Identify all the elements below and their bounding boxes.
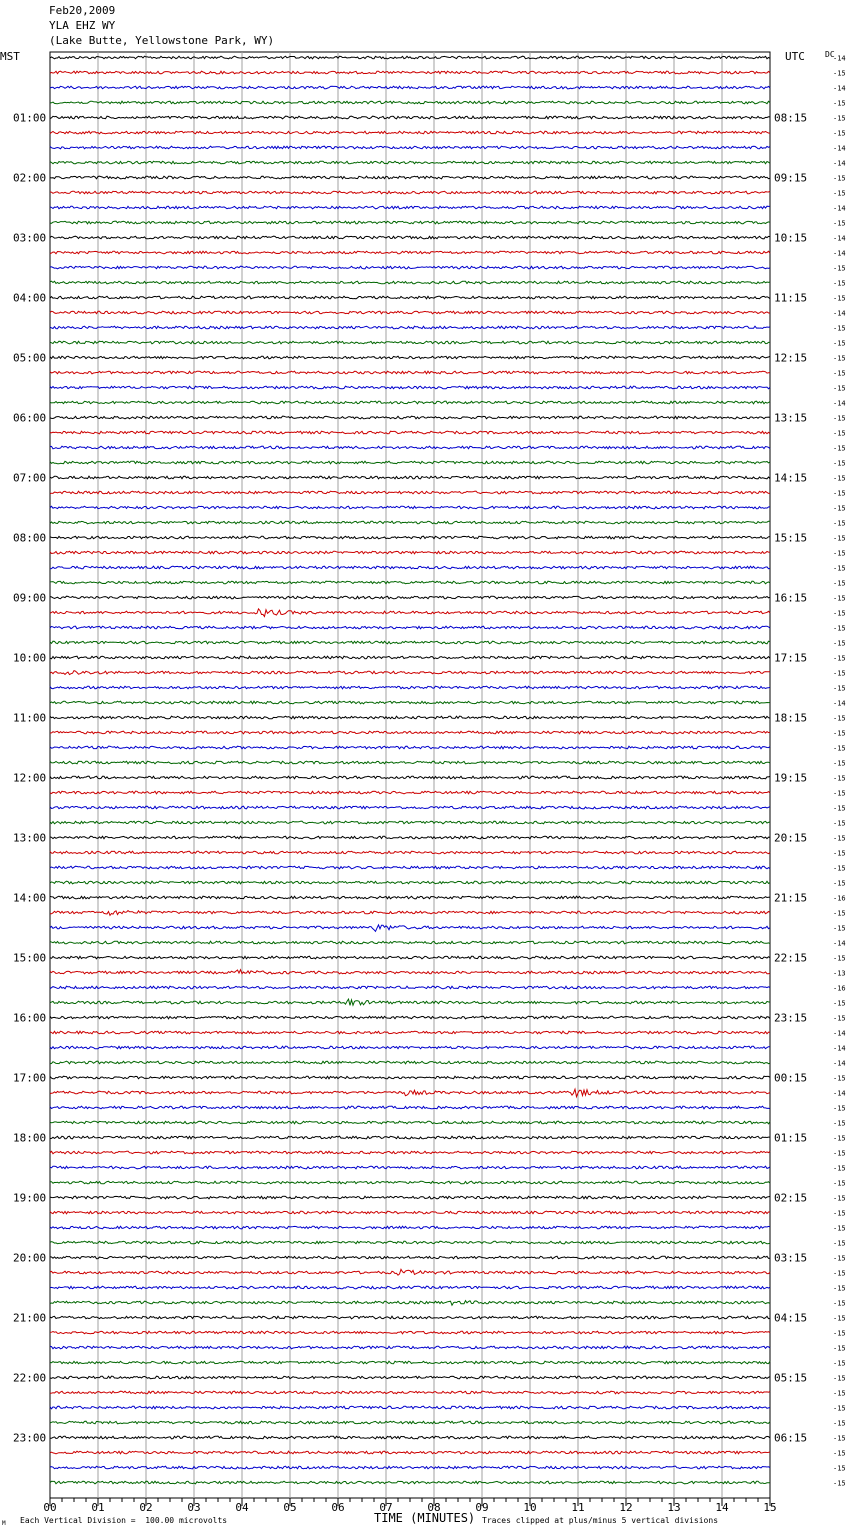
dc-offset-label: -14 — [833, 54, 846, 63]
mst-hour-label: 10:00 — [13, 651, 47, 665]
dc-offset-label: -15 — [833, 69, 846, 78]
x-tick-label: 13 — [667, 1501, 681, 1514]
dc-offset-label: -15 — [833, 849, 846, 858]
station-code: YLA EHZ WY — [49, 19, 116, 32]
trace-row-2 — [50, 86, 770, 89]
x-axis-title: TIME (MINUTES) — [374, 1511, 476, 1525]
trace-row-62 — [50, 986, 770, 989]
dc-offset-label: -14 — [833, 939, 846, 948]
mst-hour-label: 14:00 — [13, 891, 47, 905]
trace-row-95 — [50, 1481, 770, 1484]
utc-hour-label: 13:15 — [774, 411, 808, 425]
dc-offset-label: -15 — [833, 804, 846, 813]
trace-row-65 — [50, 1031, 770, 1034]
trace-row-36 — [50, 596, 770, 599]
left-timezone-label: MST — [0, 50, 20, 63]
trace-row-13 — [50, 251, 770, 254]
mst-hour-label: 23:00 — [13, 1431, 47, 1445]
dc-offset-label: -14 — [833, 1089, 846, 1098]
trace-row-68 — [50, 1076, 770, 1079]
dc-offset-label: -15 — [833, 1104, 846, 1113]
dc-offset-label: -15 — [833, 1014, 846, 1023]
mst-hour-label: 16:00 — [13, 1011, 47, 1025]
trace-row-29 — [50, 491, 770, 494]
utc-hour-label: 16:15 — [774, 591, 808, 605]
dc-offset-label: -15 — [833, 219, 846, 228]
dc-offset-label: -15 — [833, 1179, 846, 1188]
trace-row-51 — [50, 821, 770, 824]
trace-row-28 — [50, 476, 770, 479]
dc-offset-label: -15 — [833, 639, 846, 648]
trace-row-73 — [50, 1151, 770, 1154]
mst-hour-label: 03:00 — [13, 231, 47, 245]
trace-row-15 — [50, 281, 770, 284]
utc-hour-label: 11:15 — [774, 291, 808, 305]
trace-row-43 — [50, 701, 770, 704]
utc-hour-label: 22:15 — [774, 951, 808, 965]
dc-offset-label: -15 — [833, 654, 846, 663]
trace-row-22 — [50, 386, 770, 389]
trace-row-41 — [50, 671, 770, 675]
utc-hour-label: 01:15 — [774, 1131, 808, 1145]
dc-offset-label: -15 — [833, 1119, 846, 1128]
utc-hour-label: 15:15 — [774, 531, 808, 545]
dc-offset-label: -15 — [833, 999, 846, 1008]
dc-offset-label: -15 — [833, 99, 846, 108]
trace-row-37 — [50, 609, 770, 617]
dc-offset-label: -15 — [833, 519, 846, 528]
trace-row-24 — [50, 416, 770, 419]
mst-hour-label: 07:00 — [13, 471, 47, 485]
dc-offset-label: -15 — [833, 714, 846, 723]
trace-row-72 — [50, 1136, 770, 1139]
mst-hour-label: 09:00 — [13, 591, 47, 605]
dc-offset-label: -15 — [833, 1134, 846, 1143]
x-tick-label: 01 — [91, 1501, 105, 1514]
x-tick-label: 00 — [43, 1501, 57, 1514]
utc-hour-label: 20:15 — [774, 831, 808, 845]
utc-hour-label: 12:15 — [774, 351, 808, 365]
utc-hour-label: 19:15 — [774, 771, 808, 785]
trace-row-64 — [50, 1016, 770, 1019]
trace-row-27 — [50, 461, 770, 464]
trace-row-38 — [50, 626, 770, 629]
trace-row-42 — [50, 686, 770, 689]
trace-row-12 — [50, 236, 770, 239]
trace-row-88 — [50, 1376, 770, 1379]
dc-offset-label: -15 — [833, 1149, 846, 1158]
utc-hour-label: 02:15 — [774, 1191, 808, 1205]
trace-row-21 — [50, 371, 770, 374]
dc-offset-label: -15 — [833, 1164, 846, 1173]
trace-row-70 — [50, 1106, 770, 1109]
mst-hour-label: 06:00 — [13, 411, 47, 425]
trace-row-56 — [50, 896, 770, 899]
utc-hour-label: 21:15 — [774, 891, 808, 905]
x-tick-label: 02 — [139, 1501, 153, 1514]
trace-row-10 — [50, 206, 770, 209]
trace-row-39 — [50, 641, 770, 644]
trace-row-67 — [50, 1061, 770, 1064]
mst-hour-label: 15:00 — [13, 951, 47, 965]
trace-row-46 — [50, 746, 770, 749]
trace-row-23 — [50, 401, 770, 404]
trace-row-34 — [50, 566, 770, 569]
x-tick-label: 12 — [619, 1501, 633, 1514]
utc-hour-label: 23:15 — [774, 1011, 808, 1025]
trace-row-77 — [50, 1211, 770, 1214]
plot-date: Feb20,2009 — [49, 4, 116, 17]
utc-hour-label: 00:15 — [774, 1071, 808, 1085]
trace-row-85 — [50, 1331, 770, 1334]
mst-hour-label: 20:00 — [13, 1251, 47, 1265]
dc-offset-label: -15 — [833, 729, 846, 738]
dc-offset-label: -14 — [833, 309, 846, 318]
trace-row-91 — [50, 1421, 770, 1424]
dc-offset-label: -15 — [833, 129, 846, 138]
station-location: (Lake Butte, Yellowstone Park, WY) — [49, 34, 275, 47]
dc-offset-label: -15 — [833, 474, 846, 483]
dc-offset-label: -15 — [833, 414, 846, 423]
trace-row-60 — [50, 956, 770, 959]
trace-row-53 — [50, 851, 770, 854]
mst-hour-label: 17:00 — [13, 1071, 47, 1085]
dc-offset-label: -15 — [833, 879, 846, 888]
dc-offset-label: -15 — [833, 549, 846, 558]
mst-hour-label: 08:00 — [13, 531, 47, 545]
utc-hour-label: 10:15 — [774, 231, 808, 245]
dc-offset-label: -15 — [833, 1479, 846, 1488]
dc-offset-label: -16 — [833, 984, 846, 993]
trace-row-32 — [50, 536, 770, 539]
trace-row-94 — [50, 1466, 770, 1469]
trace-row-78 — [50, 1226, 770, 1229]
x-tick-label: 07 — [379, 1501, 393, 1514]
trace-row-50 — [50, 806, 770, 809]
x-tick-label: 08 — [427, 1501, 441, 1514]
trace-row-20 — [50, 356, 770, 359]
mst-hour-label: 04:00 — [13, 291, 47, 305]
trace-row-63 — [50, 999, 770, 1005]
utc-hour-label: 14:15 — [774, 471, 808, 485]
dc-offset-label: -15 — [833, 1254, 846, 1263]
mst-hour-label: 11:00 — [13, 711, 47, 725]
dc-offset-label: -14 — [833, 249, 846, 258]
trace-row-83 — [50, 1301, 770, 1306]
dc-offset-label: -15 — [833, 834, 846, 843]
dc-offset-label: -15 — [833, 294, 846, 303]
mst-hour-label: 19:00 — [13, 1191, 47, 1205]
dc-offset-label: -15 — [833, 1314, 846, 1323]
trace-row-25 — [50, 431, 770, 434]
dc-offset-label: -15 — [833, 384, 846, 393]
mst-hour-label: 05:00 — [13, 351, 47, 365]
dc-offset-label: -14 — [833, 399, 846, 408]
dc-offset-label: -15 — [833, 684, 846, 693]
dc-offset-label: -15 — [833, 1389, 846, 1398]
mst-hour-label: 12:00 — [13, 771, 47, 785]
corner-mark: M — [2, 1520, 6, 1527]
trace-row-4 — [50, 116, 770, 119]
dc-offset-label: -15 — [833, 534, 846, 543]
dc-offset-label: -15 — [833, 369, 846, 378]
x-tick-label: 05 — [283, 1501, 297, 1514]
utc-hour-label: 04:15 — [774, 1311, 808, 1325]
dc-offset-label: -15 — [833, 759, 846, 768]
trace-row-31 — [50, 521, 770, 524]
trace-row-3 — [50, 101, 770, 104]
dc-offset-label: -14 — [833, 204, 846, 213]
mst-hour-label: 21:00 — [13, 1311, 47, 1325]
x-tick-label: 04 — [235, 1501, 249, 1514]
dc-offset-label: -15 — [833, 774, 846, 783]
dc-offset-label: -15 — [833, 279, 846, 288]
trace-row-76 — [50, 1196, 770, 1199]
dc-offset-label: -15 — [833, 1434, 846, 1443]
dc-offset-label: -14 — [833, 84, 846, 93]
trace-row-19 — [50, 341, 770, 344]
trace-row-14 — [50, 266, 770, 269]
dc-offset-label: -15 — [833, 429, 846, 438]
dc-offset-label: -15 — [833, 744, 846, 753]
dc-offset-label: -15 — [833, 1329, 846, 1338]
trace-row-87 — [50, 1361, 770, 1364]
dc-offset-label: -15 — [833, 924, 846, 933]
trace-row-66 — [50, 1046, 770, 1049]
mst-hour-label: 22:00 — [13, 1371, 47, 1385]
trace-row-6 — [50, 146, 770, 149]
trace-row-45 — [50, 731, 770, 734]
dc-offset-label: -15 — [833, 864, 846, 873]
dc-offset-label: -15 — [833, 564, 846, 573]
trace-row-8 — [50, 176, 770, 179]
trace-row-79 — [50, 1241, 770, 1244]
dc-offset-label: -15 — [833, 264, 846, 273]
dc-offset-label: -15 — [833, 1209, 846, 1218]
dc-offset-label: -15 — [833, 1464, 846, 1473]
x-tick-label: 10 — [523, 1501, 537, 1514]
plot-frame — [50, 52, 770, 1498]
trace-row-49 — [50, 791, 770, 794]
dc-offset-label: -15 — [833, 624, 846, 633]
dc-offset-label: -15 — [833, 594, 846, 603]
trace-row-44 — [50, 716, 770, 719]
dc-offset-label: -15 — [833, 1419, 846, 1428]
dc-offset-label: -14 — [833, 699, 846, 708]
mst-hour-label: 13:00 — [13, 831, 47, 845]
trace-row-71 — [50, 1121, 770, 1124]
dc-offset-label: -15 — [833, 1299, 846, 1308]
dc-offset-label: -15 — [833, 114, 846, 123]
dc-offset-label: -15 — [833, 819, 846, 828]
utc-hour-label: 09:15 — [774, 171, 808, 185]
dc-offset-label: -15 — [833, 1344, 846, 1353]
trace-row-48 — [50, 776, 770, 779]
trace-row-61 — [50, 970, 770, 974]
dc-offset-label: -15 — [833, 954, 846, 963]
dc-offset-label: -15 — [833, 1239, 846, 1248]
trace-row-16 — [50, 296, 770, 299]
dc-offset-label: -15 — [833, 579, 846, 588]
trace-row-40 — [50, 656, 770, 659]
dc-offset-label: -15 — [833, 339, 846, 348]
trace-row-86 — [50, 1346, 770, 1349]
trace-row-30 — [50, 506, 770, 509]
clipping-note: Traces clipped at plus/minus 5 vertical divisions — [482, 1516, 719, 1525]
trace-row-58 — [50, 925, 770, 932]
trace-row-55 — [50, 881, 770, 884]
dc-offset-label: -15 — [833, 489, 846, 498]
mst-hour-label: 02:00 — [13, 171, 47, 185]
mst-hour-label: 18:00 — [13, 1131, 47, 1145]
x-tick-label: 03 — [187, 1501, 201, 1514]
trace-row-74 — [50, 1166, 770, 1169]
trace-row-75 — [50, 1181, 770, 1184]
dc-offset-label: -15 — [833, 1224, 846, 1233]
dc-offset-label: -15 — [833, 444, 846, 453]
vertical-division-note: Each Vertical Division = 100.00 microvolts — [20, 1516, 228, 1525]
trace-row-80 — [50, 1256, 770, 1259]
trace-row-57 — [50, 911, 770, 916]
trace-row-18 — [50, 326, 770, 329]
dc-offset-label: -14 — [833, 234, 846, 243]
dc-offset-label: -15 — [833, 609, 846, 618]
x-tick-label: 15 — [763, 1501, 777, 1514]
trace-row-0 — [50, 56, 770, 59]
trace-row-1 — [50, 71, 770, 74]
dc-offset-label: -15 — [833, 1284, 846, 1293]
trace-row-84 — [50, 1316, 770, 1319]
dc-offset-label: -15 — [833, 669, 846, 678]
right-timezone-label: UTC — [785, 50, 805, 63]
dc-offset-label: -15 — [833, 1074, 846, 1083]
dc-offset-label: -15 — [833, 189, 846, 198]
dc-offset-label: -14 — [833, 159, 846, 168]
trace-row-33 — [50, 551, 770, 554]
dc-offset-label: -15 — [833, 1194, 846, 1203]
utc-hour-label: 06:15 — [774, 1431, 808, 1445]
trace-row-92 — [50, 1436, 770, 1439]
trace-row-59 — [50, 941, 770, 944]
dc-offset-label: -15 — [833, 1449, 846, 1458]
dc-offset-header: DC — [825, 50, 835, 59]
trace-row-93 — [50, 1451, 770, 1454]
trace-row-5 — [50, 131, 770, 134]
trace-row-35 — [50, 581, 770, 584]
dc-offset-label: -15 — [833, 1269, 846, 1278]
dc-offset-label: -15 — [833, 1404, 846, 1413]
x-tick-label: 14 — [715, 1501, 729, 1514]
dc-offset-label: -15 — [833, 504, 846, 513]
dc-offset-label: -15 — [833, 789, 846, 798]
utc-hour-label: 17:15 — [774, 651, 808, 665]
dc-offset-label: -13 — [833, 969, 846, 978]
dc-offset-label: -15 — [833, 324, 846, 333]
utc-hour-label: 18:15 — [774, 711, 808, 725]
trace-row-17 — [50, 311, 770, 314]
utc-hour-label: 05:15 — [774, 1371, 808, 1385]
trace-row-81 — [50, 1269, 770, 1275]
dc-offset-label: -15 — [833, 354, 846, 363]
x-tick-label: 09 — [475, 1501, 489, 1514]
trace-row-7 — [50, 161, 770, 164]
mst-hour-label: 01:00 — [13, 111, 47, 125]
trace-row-89 — [50, 1391, 770, 1394]
dc-offset-label: -15 — [833, 174, 846, 183]
x-tick-label: 06 — [331, 1501, 345, 1514]
dc-offset-label: -14 — [833, 1029, 846, 1038]
trace-row-90 — [50, 1406, 770, 1409]
trace-row-26 — [50, 446, 770, 449]
dc-offset-label: -14 — [833, 1044, 846, 1053]
utc-hour-label: 08:15 — [774, 111, 808, 125]
dc-offset-label: -14 — [833, 144, 846, 153]
dc-offset-label: -14 — [833, 1059, 846, 1068]
trace-row-52 — [50, 836, 770, 839]
trace-row-82 — [50, 1286, 770, 1289]
dc-offset-label: -15 — [833, 1359, 846, 1368]
dc-offset-label: -15 — [833, 1374, 846, 1383]
trace-row-47 — [50, 761, 770, 764]
dc-offset-label: -15 — [833, 909, 846, 918]
utc-hour-label: 03:15 — [774, 1251, 808, 1265]
dc-offset-label: -16 — [833, 894, 846, 903]
trace-row-11 — [50, 221, 770, 224]
trace-row-54 — [50, 866, 770, 869]
dc-offset-label: -15 — [833, 459, 846, 468]
x-tick-label: 11 — [571, 1501, 585, 1514]
trace-row-9 — [50, 191, 770, 194]
trace-row-69 — [50, 1089, 770, 1097]
